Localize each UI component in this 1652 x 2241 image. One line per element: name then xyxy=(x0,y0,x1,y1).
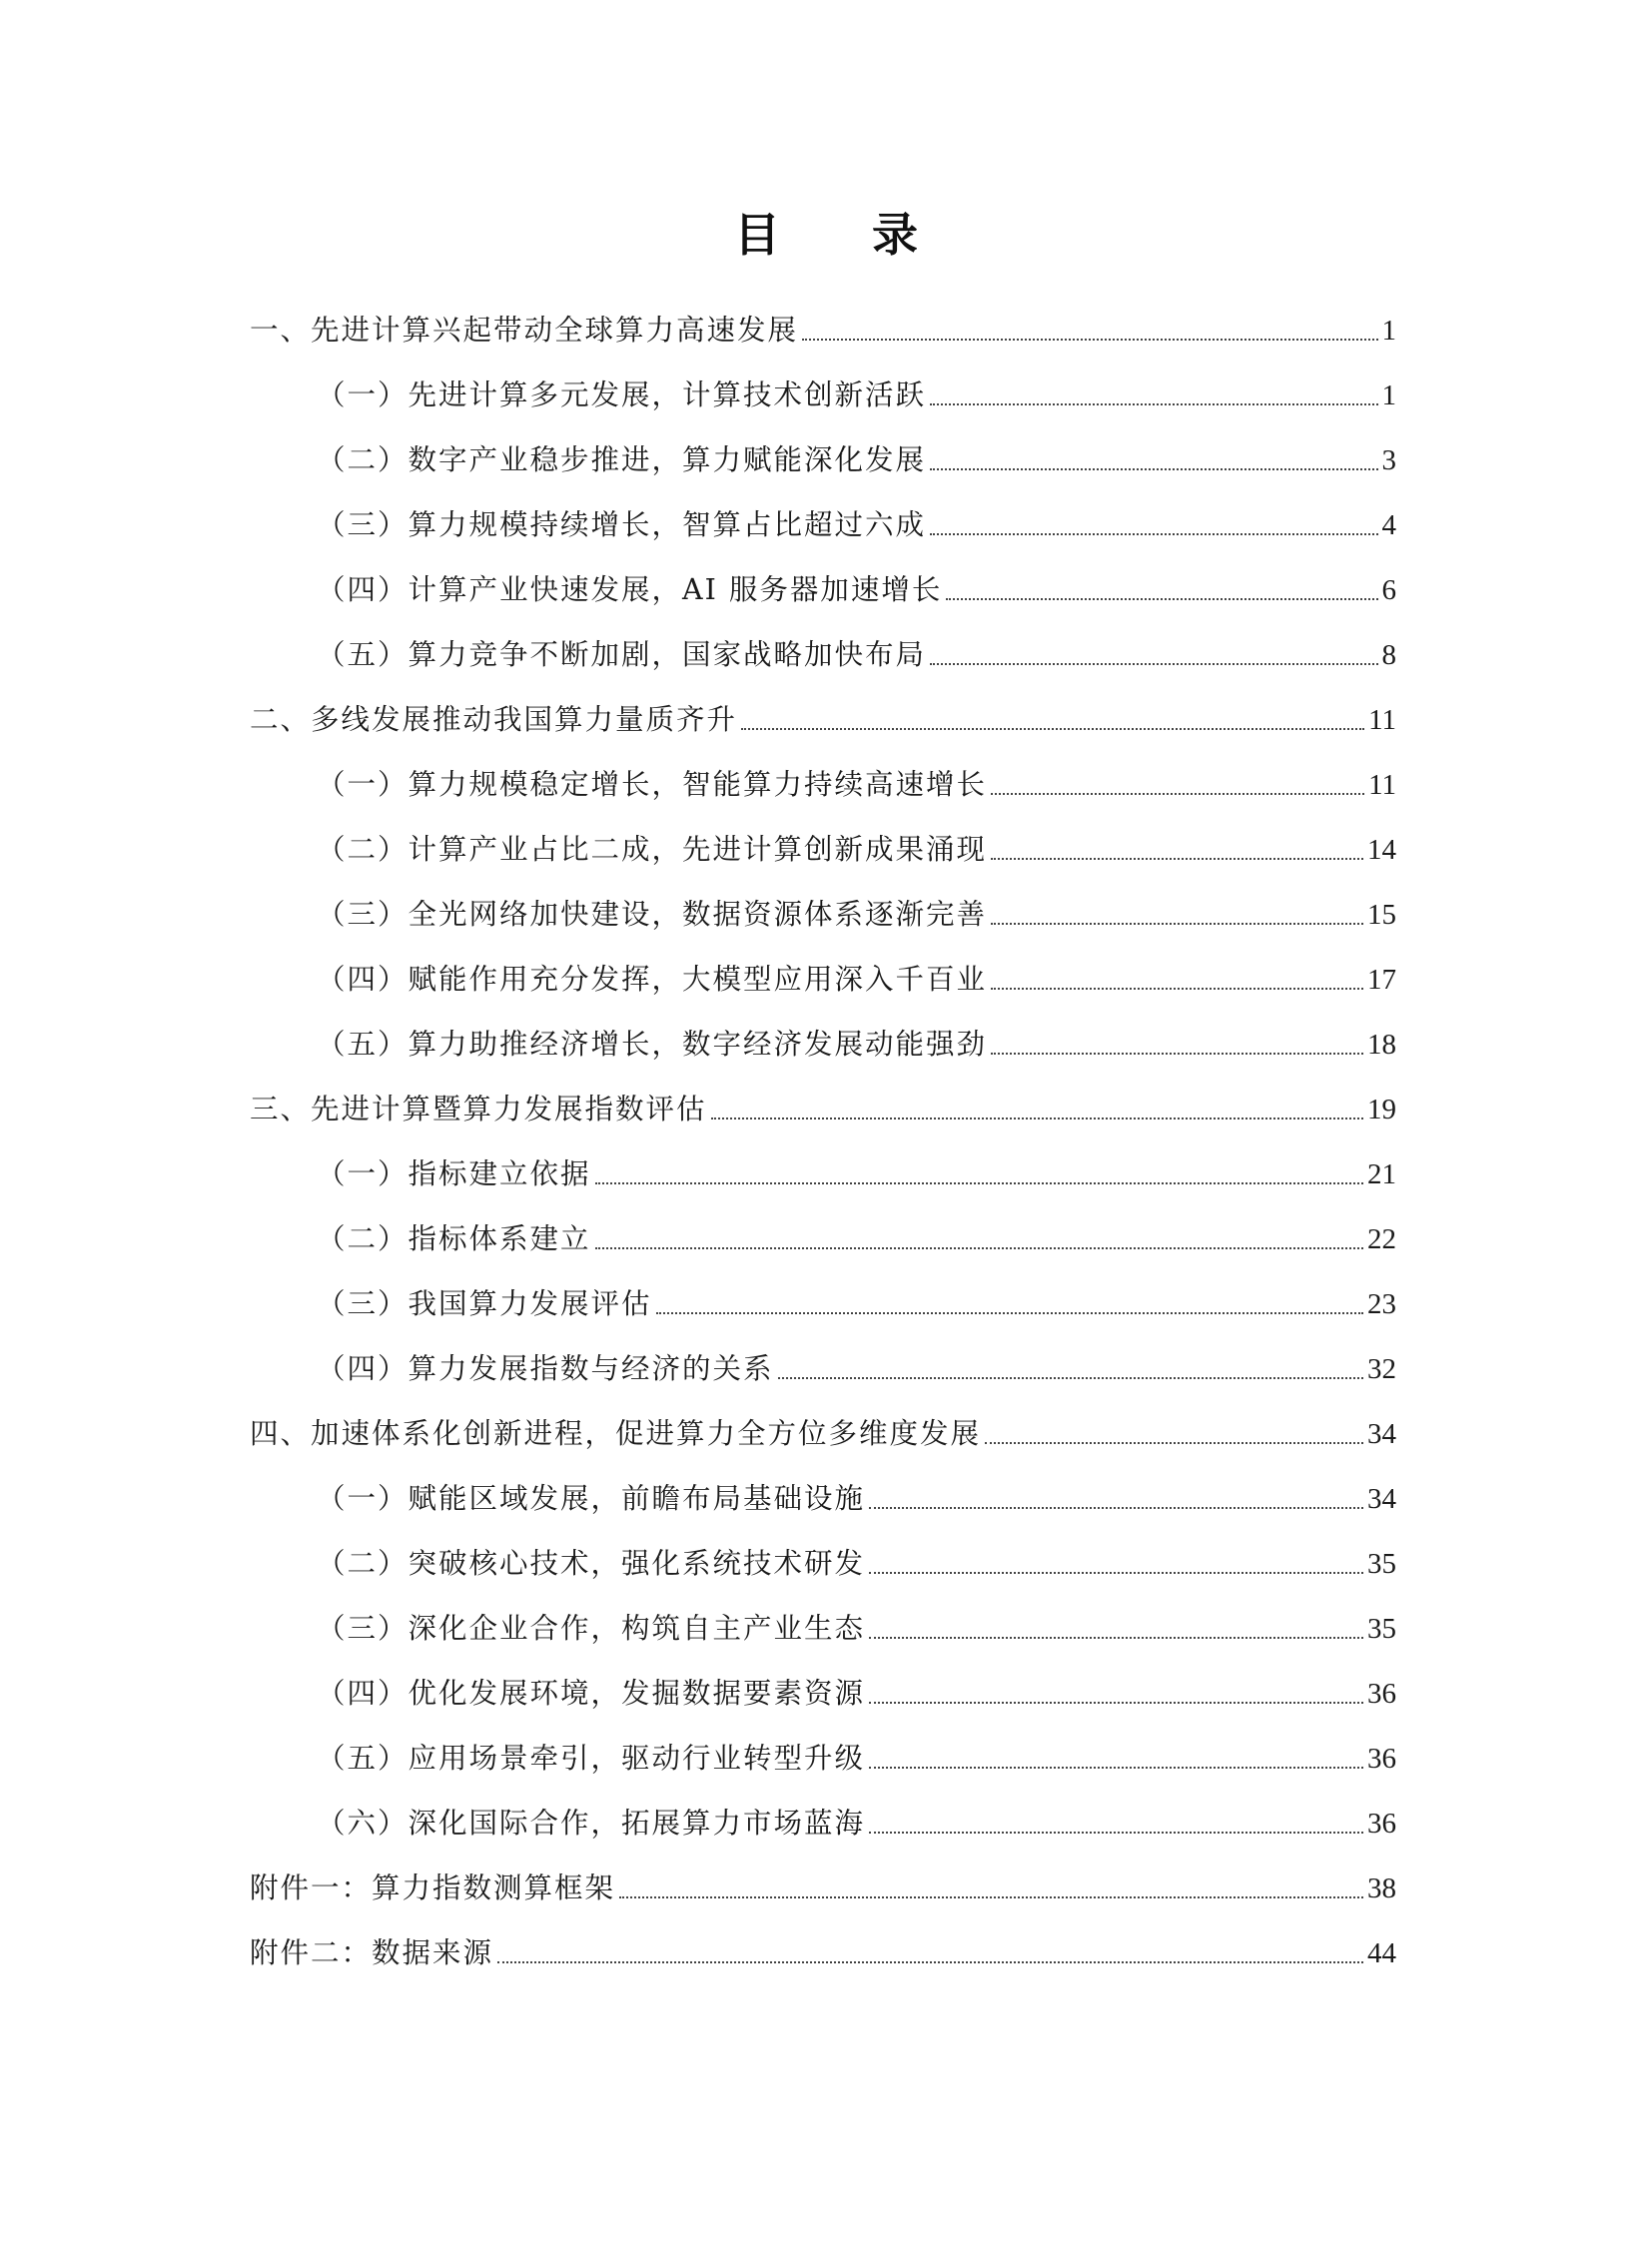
toc-entry-label: （五）应用场景牵引，驱动行业转型升级 xyxy=(317,1742,866,1775)
dot-leader xyxy=(497,1960,1363,1963)
toc-page-number: 4 xyxy=(1381,509,1396,541)
toc-entry-label: （三）全光网络加快建设，数据资源体系逐渐完善 xyxy=(317,898,988,931)
toc-page-number: 35 xyxy=(1367,1613,1396,1645)
toc-entry-label: 四、加速体系化创新进程，促进算力全方位多维度发展 xyxy=(250,1417,982,1450)
toc-page-number: 35 xyxy=(1367,1548,1396,1580)
toc-section-entry[interactable] xyxy=(250,1907,1396,1972)
toc-entry-label: （二）数字产业稳步推进，算力赋能深化发展 xyxy=(317,443,927,476)
toc-entry-label: （三）深化企业合作，构筑自主产业生态 xyxy=(317,1612,866,1645)
toc-page-number: 34 xyxy=(1367,1483,1396,1515)
toc-subsection-entry[interactable] xyxy=(250,869,1396,934)
dot-leader xyxy=(802,338,1377,341)
toc-page-number: 38 xyxy=(1367,1872,1396,1904)
toc-subsection-entry[interactable] xyxy=(250,1193,1396,1258)
toc-subsection-entry[interactable] xyxy=(250,1648,1396,1713)
toc-entry-label: 附件一：算力指数测算框架 xyxy=(250,1871,616,1904)
toc-section-entry[interactable] xyxy=(250,285,1396,350)
dot-leader xyxy=(930,402,1377,405)
dot-leader xyxy=(930,662,1377,665)
toc-entry-label: （二）计算产业占比二成，先进计算创新成果涌现 xyxy=(317,833,988,866)
toc-entry-label: （一）指标建立依据 xyxy=(317,1157,591,1190)
toc-section-entry[interactable] xyxy=(250,1843,1396,1907)
dot-leader xyxy=(619,1895,1363,1898)
dot-leader xyxy=(869,1831,1363,1834)
toc-entry-label: （一）赋能区域发展，前瞻布局基础设施 xyxy=(317,1482,866,1515)
toc-entry-label: 三、先进计算暨算力发展指数评估 xyxy=(250,1093,707,1125)
dot-leader xyxy=(991,922,1363,925)
dot-leader xyxy=(869,1701,1363,1704)
toc-entry-label: （二）指标体系建立 xyxy=(317,1222,591,1255)
toc-page-number: 17 xyxy=(1367,964,1396,996)
toc-entry-label: 一、先进计算兴起带动全球算力高速发展 xyxy=(250,314,799,347)
dot-leader xyxy=(656,1311,1363,1314)
toc-entry-label: （四）计算产业快速发展，AI 服务器加速增长 xyxy=(317,573,943,606)
toc-entry-label: （五）算力竞争不断加剧，国家战略加快布局 xyxy=(317,638,927,671)
toc-entry-label: （一）先进计算多元发展，计算技术创新活跃 xyxy=(317,378,927,411)
toc-entry-label: （六）深化国际合作，拓展算力市场蓝海 xyxy=(317,1807,866,1840)
toc-subsection-entry[interactable] xyxy=(250,804,1396,869)
toc-entry-label: （三）算力规模持续增长，智算占比超过六成 xyxy=(317,508,927,541)
toc-subsection-entry[interactable] xyxy=(250,1778,1396,1843)
toc-page-number: 22 xyxy=(1367,1223,1396,1255)
toc-section-entry[interactable] xyxy=(250,1064,1396,1128)
toc-page-number: 11 xyxy=(1368,704,1396,736)
toc-subsection-entry[interactable] xyxy=(250,1258,1396,1323)
dot-leader xyxy=(711,1117,1363,1120)
toc-page-number: 3 xyxy=(1381,444,1396,476)
dot-leader xyxy=(869,1506,1363,1509)
dot-leader xyxy=(930,532,1377,535)
toc-page-number: 21 xyxy=(1367,1158,1396,1190)
toc-entry-label: （二）突破核心技术，强化系统技术研发 xyxy=(317,1547,866,1580)
toc-page-number: 18 xyxy=(1367,1029,1396,1061)
dot-leader xyxy=(595,1246,1363,1249)
dot-leader xyxy=(985,1441,1363,1444)
dot-leader xyxy=(778,1376,1363,1379)
toc-page-number: 8 xyxy=(1381,639,1396,671)
toc-section-entry[interactable] xyxy=(250,674,1396,739)
toc-entry-label: （一）算力规模稳定增长，智能算力持续高速增长 xyxy=(317,768,988,801)
toc-subsection-entry[interactable] xyxy=(250,1518,1396,1583)
toc-page-number: 14 xyxy=(1367,834,1396,866)
toc-subsection-entry[interactable] xyxy=(250,544,1396,609)
dot-leader xyxy=(930,467,1377,470)
dot-leader xyxy=(991,987,1363,990)
toc-subsection-entry[interactable] xyxy=(250,1713,1396,1778)
toc-subsection-entry[interactable] xyxy=(250,350,1396,414)
toc-subsection-entry[interactable] xyxy=(250,739,1396,804)
toc-page-number: 1 xyxy=(1381,315,1396,347)
dot-leader xyxy=(991,857,1363,860)
toc-entry-label: 附件二：数据来源 xyxy=(250,1936,494,1969)
toc-page-number: 36 xyxy=(1367,1678,1396,1710)
dot-leader xyxy=(991,792,1364,795)
dot-leader xyxy=(869,1766,1363,1769)
toc-subsection-entry[interactable] xyxy=(250,1323,1396,1388)
toc-page-number: 32 xyxy=(1367,1353,1396,1385)
toc-subsection-entry[interactable] xyxy=(250,1583,1396,1648)
toc-page-number: 34 xyxy=(1367,1418,1396,1450)
dot-leader xyxy=(946,597,1377,600)
dot-leader xyxy=(869,1571,1363,1574)
toc-entry-label: （四）赋能作用充分发挥，大模型应用深入千百业 xyxy=(317,963,988,996)
toc-entry-label: 二、多线发展推动我国算力量质齐升 xyxy=(250,703,738,736)
dot-leader xyxy=(741,727,1364,730)
toc-page-number: 11 xyxy=(1368,769,1396,801)
table-of-contents xyxy=(250,285,1396,1972)
toc-page-number: 44 xyxy=(1367,1937,1396,1969)
toc-subsection-entry[interactable] xyxy=(250,999,1396,1064)
toc-subsection-entry[interactable] xyxy=(250,1453,1396,1518)
toc-entry-label: （四）算力发展指数与经济的关系 xyxy=(317,1352,774,1385)
toc-page-number: 36 xyxy=(1367,1743,1396,1775)
toc-subsection-entry[interactable] xyxy=(250,479,1396,544)
dot-leader xyxy=(595,1181,1363,1184)
toc-entry-label: （五）算力助推经济增长，数字经济发展动能强劲 xyxy=(317,1028,988,1061)
toc-subsection-entry[interactable] xyxy=(250,1128,1396,1193)
dot-leader xyxy=(869,1636,1363,1639)
dot-leader xyxy=(991,1052,1363,1055)
toc-page-number: 1 xyxy=(1381,379,1396,411)
toc-page-number: 23 xyxy=(1367,1288,1396,1320)
page-title: 目 录 xyxy=(733,208,956,262)
toc-section-entry[interactable] xyxy=(250,1388,1396,1453)
toc-subsection-entry[interactable] xyxy=(250,414,1396,479)
toc-page-number: 15 xyxy=(1367,899,1396,931)
toc-page-number: 6 xyxy=(1381,574,1396,606)
toc-page-number: 19 xyxy=(1367,1094,1396,1125)
toc-subsection-entry[interactable] xyxy=(250,609,1396,674)
toc-entry-label: （四）优化发展环境，发掘数据要素资源 xyxy=(317,1677,866,1710)
toc-entry-label: （三）我国算力发展评估 xyxy=(317,1287,652,1320)
toc-page-number: 36 xyxy=(1367,1808,1396,1840)
toc-subsection-entry[interactable] xyxy=(250,934,1396,999)
